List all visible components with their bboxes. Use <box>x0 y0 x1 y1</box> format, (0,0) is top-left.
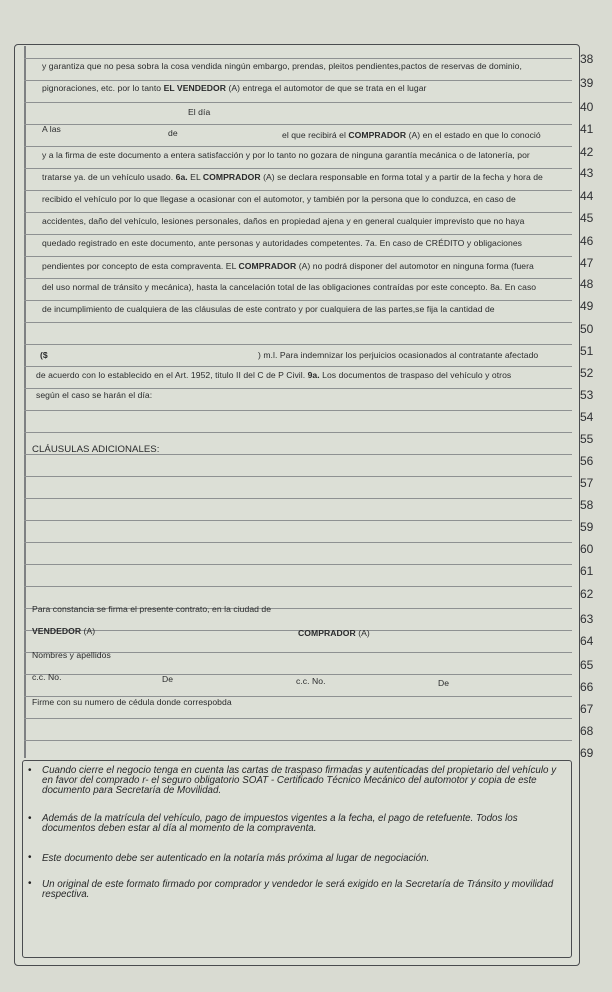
rule-line <box>24 410 572 411</box>
line-number: 43 <box>580 166 594 180</box>
line-number: 53 <box>580 388 594 402</box>
bullet-dot-icon: • <box>28 813 32 824</box>
cc-vendedor-label: c.c. No. <box>32 672 62 682</box>
cc-comprador-label: c.c. No. <box>296 676 326 686</box>
line-number: 50 <box>580 322 594 336</box>
de-vendedor-label: De <box>162 674 174 684</box>
rule-line <box>24 234 572 235</box>
rule-line <box>24 58 572 59</box>
rule-line <box>24 476 572 477</box>
clausulas-adicionales-heading: CLÁUSULAS ADICIONALES: <box>32 444 160 455</box>
rule-line <box>24 388 572 389</box>
contract-text-line: Firme con su numero de cédula donde correspobda <box>32 697 232 707</box>
rule-line <box>24 586 572 587</box>
contract-text-line: pignoraciones, etc. por lo tanto EL VENDEDOR (A) entrega el automotor de que se trata en el lugar <box>42 83 427 93</box>
rule-line <box>24 498 572 499</box>
line-number: 42 <box>580 145 594 159</box>
contract-text-line: el que recibirá el COMPRADOR (A) en el estado en que lo conoció <box>282 130 541 140</box>
de-label: de <box>168 128 178 138</box>
rule-line <box>24 256 572 257</box>
line-number: 55 <box>580 432 594 446</box>
rule-line <box>24 168 572 169</box>
line-number: 44 <box>580 189 594 203</box>
contract-text-line: accidentes, daño del vehículo, lesiones personales, daños en propiedad ajena y en general cualquier imprevisto que no haya <box>42 216 525 226</box>
rule-line <box>24 432 572 433</box>
line-number: 48 <box>580 277 594 291</box>
line-number: 49 <box>580 299 594 313</box>
rule-line <box>24 740 572 741</box>
de-comprador-label: De <box>438 678 450 688</box>
contract-text-line: ) m.l. Para indemnizar los perjuicios ocasionados al contratante afectado <box>258 350 539 360</box>
note-item: Además de la matrícula del vehículo, pago de impuestos vigentes a la fecha, el pago de retefuente. Todos los documentos deben estar al día al momento de la compraventa. <box>42 813 518 834</box>
contract-text-line: recibido el vehículo por lo que llegase a ocasionar con el automotor, y también por la persona que lo conduzca, en caso de <box>42 194 516 204</box>
rule-line <box>24 124 572 125</box>
contract-text-line: quedado registrado en este documento, ante personas y autoridades competentes. 7a. En caso de CRÉDITO y obligaciones <box>42 238 523 248</box>
line-number: 52 <box>580 366 594 380</box>
line-number: 57 <box>580 476 594 490</box>
rule-line <box>24 564 572 565</box>
line-number: 40 <box>580 100 594 114</box>
line-number: 41 <box>580 122 594 136</box>
line-number: 58 <box>580 498 594 512</box>
rule-line <box>24 322 572 323</box>
line-number: 62 <box>580 587 594 601</box>
rule-line <box>24 278 572 279</box>
line-number: 51 <box>580 344 594 358</box>
line-number: 65 <box>580 658 594 672</box>
rule-line <box>24 542 572 543</box>
line-number: 64 <box>580 634 594 648</box>
contract-text-line: y a la firma de este documento a entera satisfacción y por lo tanto no gozara de ninguna garantía mecánica o de latonería, por <box>42 150 530 160</box>
rule-line <box>24 344 572 345</box>
el-dia-label: El día <box>188 107 211 117</box>
rule-line <box>24 190 572 191</box>
line-number: 46 <box>580 234 594 248</box>
rule-line <box>24 366 572 367</box>
line-number: 68 <box>580 724 594 738</box>
line-number: 38 <box>580 52 594 66</box>
line-number: 47 <box>580 256 594 270</box>
line-number: 66 <box>580 680 594 694</box>
line-number: 67 <box>580 702 594 716</box>
contract-text-line: del uso normal de tránsito y mecánica), hasta la cancelación total de las obligaciones contraídas por este concepto. 8a. En caso <box>42 282 537 292</box>
line-number: 69 <box>580 746 594 760</box>
line-number: 56 <box>580 454 594 468</box>
contract-text-line: tratarse ya. de un vehículo usado. 6a. EL COMPRADOR (A) se declara responsable en forma total y a partir de la fecha y hora de <box>42 172 543 182</box>
bullet-dot-icon: • <box>28 765 32 776</box>
nombres-label: Nombres y apellidos <box>32 650 111 660</box>
note-item: Este documento debe ser autenticado en la notaría más próxima al lugar de negociación. <box>42 853 430 864</box>
rule-line <box>24 146 572 147</box>
rule-line <box>24 718 572 719</box>
contract-text-line: de acuerdo con lo establecido en el Art. 1952, titulo II del C de P Civil. 9a. Los documentos de traspaso del vehículo y otros <box>36 370 512 380</box>
rule-line <box>24 212 572 213</box>
rule-line <box>24 520 572 521</box>
rule-line <box>24 674 572 675</box>
contract-text-line: Para constancia se firma el presente contrato, en la ciudad de <box>32 604 272 614</box>
contract-text-line: según el caso se harán el día: <box>36 390 153 400</box>
line-number: 61 <box>580 564 594 578</box>
line-number: 54 <box>580 410 594 424</box>
rule-line <box>24 102 572 103</box>
rule-line <box>24 300 572 301</box>
line-number: 59 <box>580 520 594 534</box>
line-number: 45 <box>580 211 594 225</box>
bullet-dot-icon: • <box>28 878 32 889</box>
amount-dollar-label: ($ <box>40 350 48 360</box>
comprador-label: COMPRADOR (A) <box>298 628 370 638</box>
line-number: 39 <box>580 76 594 90</box>
note-item: Cuando cierre el negocio tenga en cuenta las cartas de traspaso firmadas y autenticadas del propietario del vehículo y en favor del comprado r- el seguro obligatorio SOAT - Certificado Técnico Mecánico del automotor y copia de este documento para Secretaría de Movilidad. <box>42 765 557 796</box>
a-las-label: A las <box>42 124 61 134</box>
note-item: Un original de este formato firmado por comprador y vendedor le será exigido en la Secretaría de Tránsito y movilidad respectiva. <box>42 879 554 900</box>
contract-text-line: de incumplimiento de cualquiera de las cláusulas de este contrato y por cualquiera de las partes,se fija la cantidad de <box>42 304 495 314</box>
rule-line <box>24 80 572 81</box>
line-number: 60 <box>580 542 594 556</box>
contract-text-line: y garantiza que no pesa sobra la cosa vendida ningún embargo, prendas, pleitos pendientes,pactos de reservas de dominio, <box>42 61 522 71</box>
contract-text-line: pendientes por concepto de esta compraventa. EL COMPRADOR (A) no podrá disponer del automotor en ninguna forma (fuera <box>42 261 534 271</box>
line-number: 63 <box>580 612 594 626</box>
vendedor-label: VENDEDOR (A) <box>32 626 96 636</box>
bullet-dot-icon: • <box>28 852 32 863</box>
